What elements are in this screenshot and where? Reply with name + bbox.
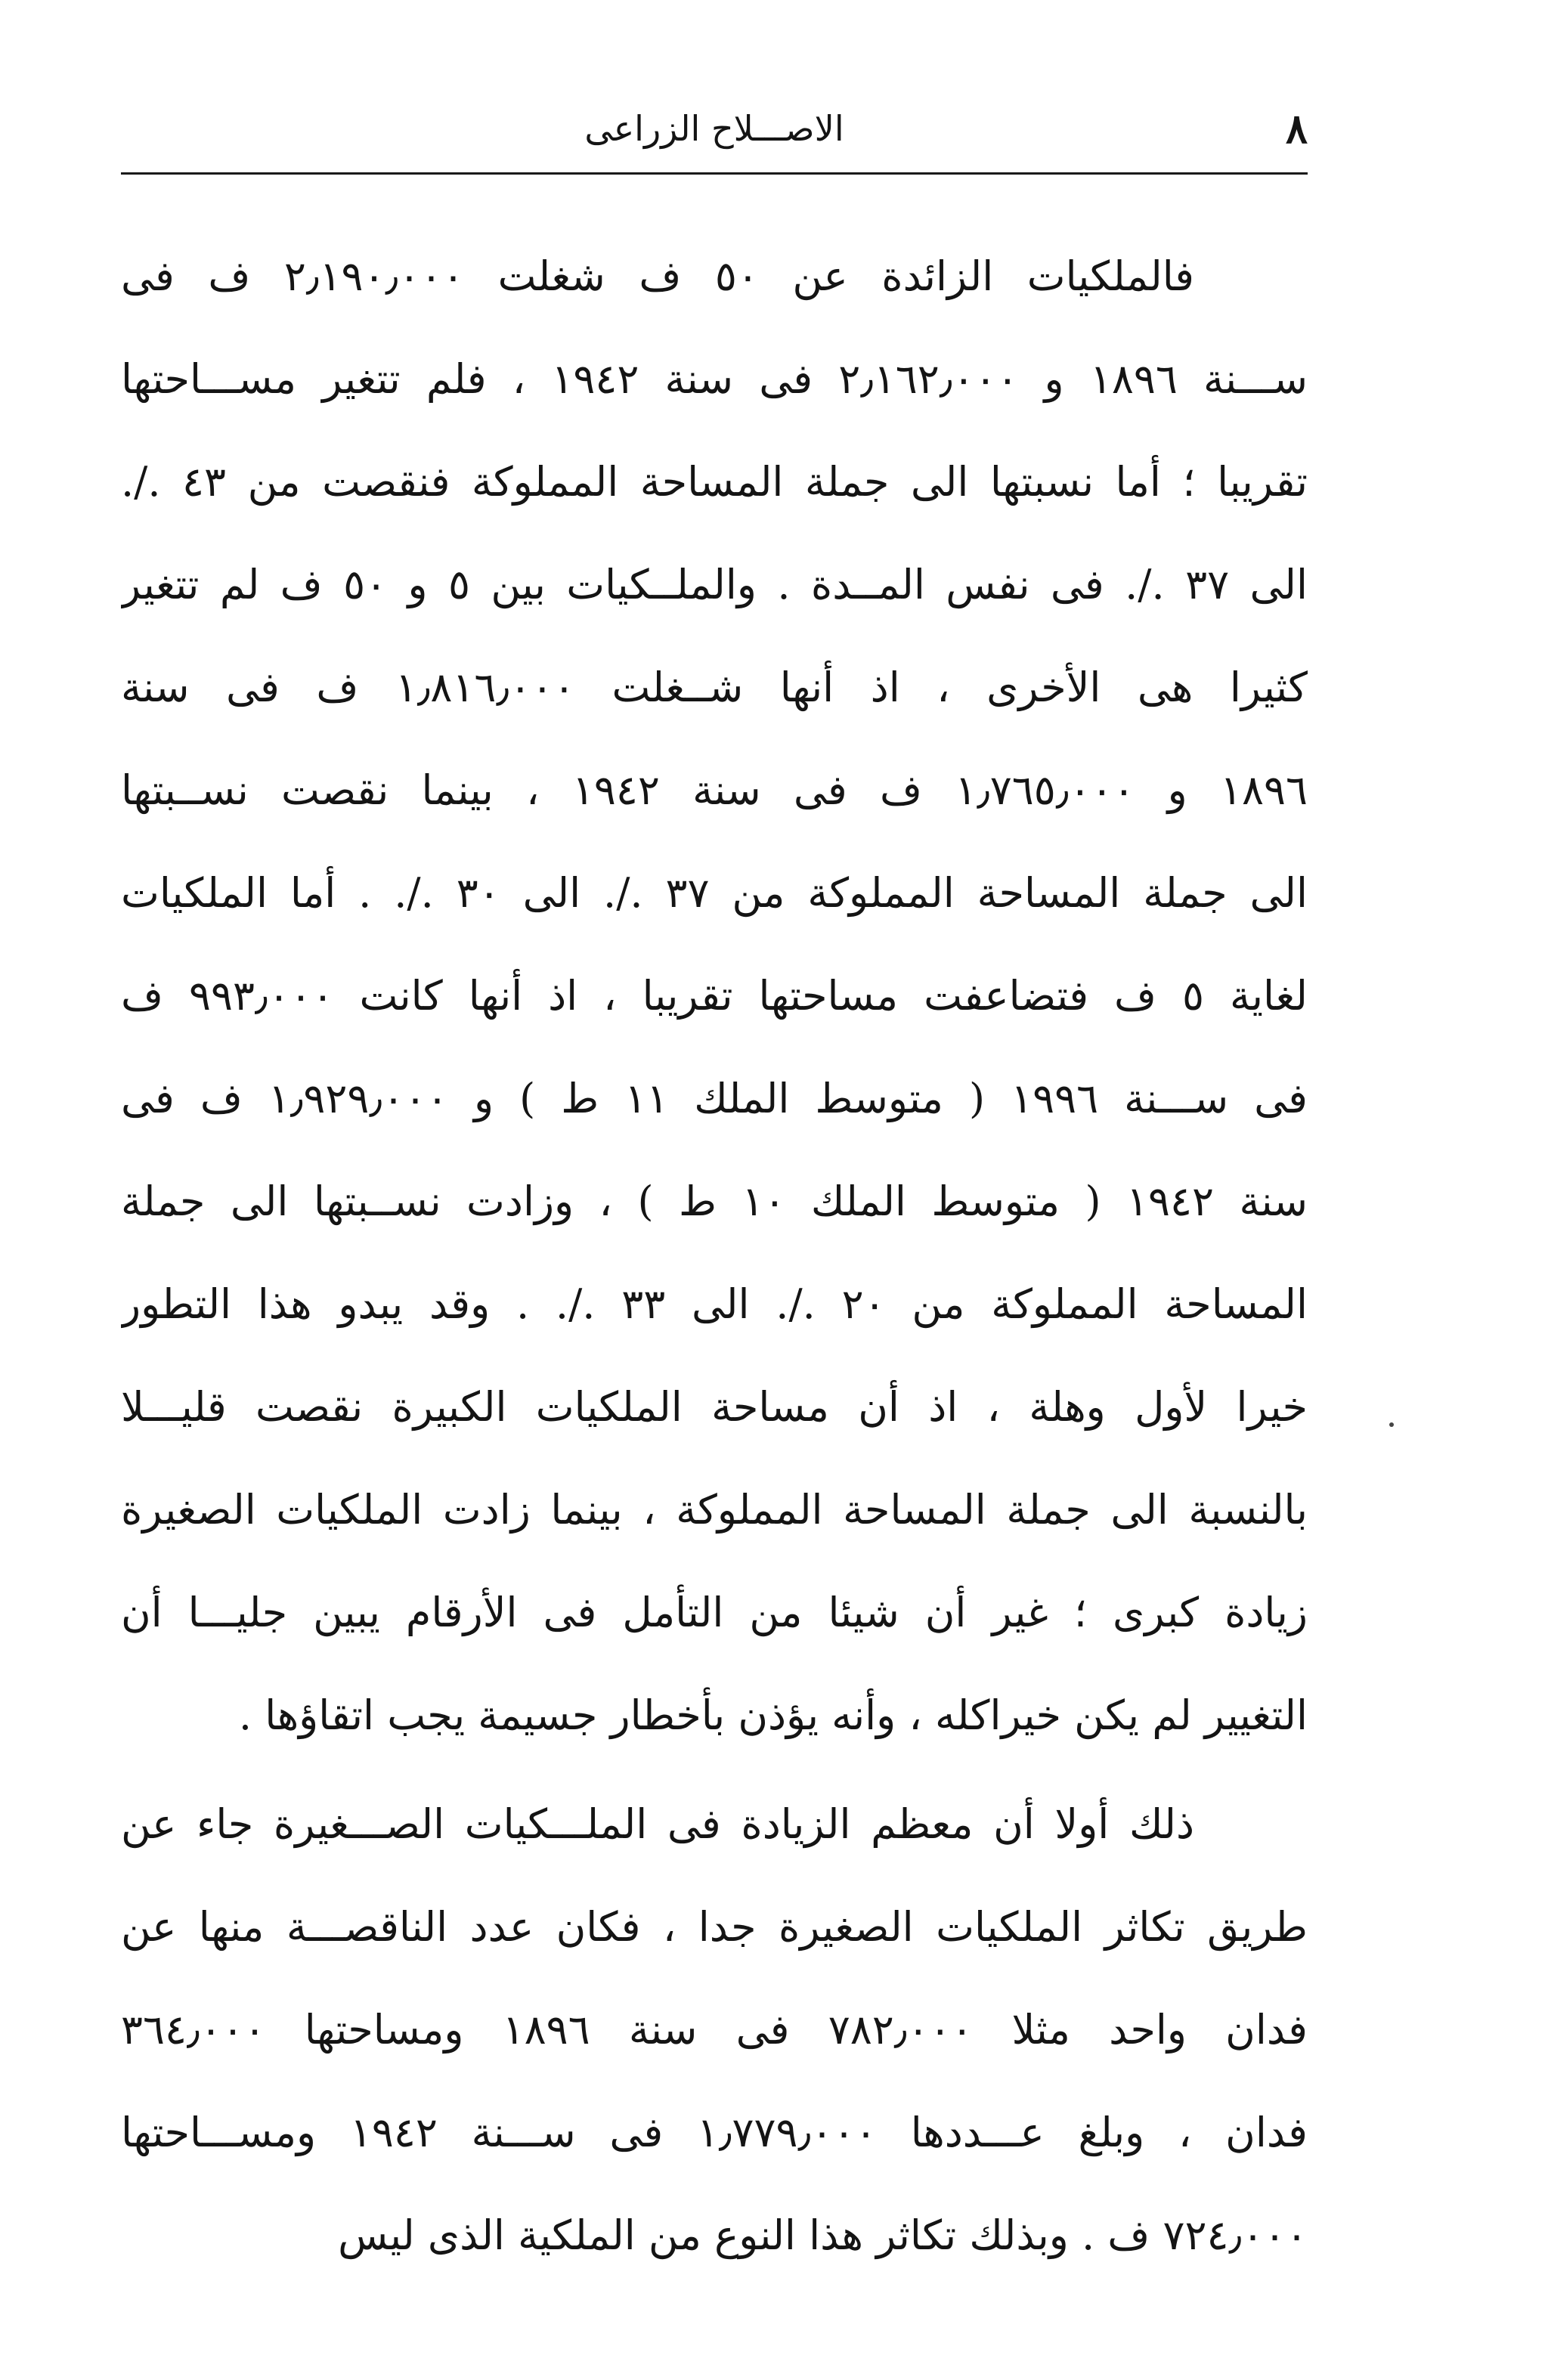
text-line: زيادة كبرى ؛ غير أن شيئا من التأمل فى الأرقام يبين جليـــا أن [121, 1589, 1308, 1636]
text-line: فالملكيات الزائدة عن ٥٠ ف شغلت ٢٫١٩٠٫٠٠٠ ف فى [121, 252, 1194, 300]
text-line: خيرا لأول وهلة ، اذ أن مساحة الملكيات الكبيرة نقصت قليـــلا [121, 1383, 1308, 1431]
text-line: التغيير لم يكن خيراكله ، وأنه يؤذن بأخطار جسيمة يجب اتقاؤها . [238, 1691, 1308, 1739]
paragraph-2 [121, 1773, 1308, 2287]
text-line: تقريبا ؛ أما نسبتها الى جملة المساحة المملوكة فنقصت من ٤٣ ./. [121, 458, 1308, 506]
text-line: الى جملة المساحة المملوكة من ٣٧ ./. الى ٣٠ ./. . أما الملكيات [121, 869, 1308, 917]
text-line: طريق تكاثر الملكيات الصغيرة جدا ، فكان عدد الناقصـــة منها عن [121, 1903, 1308, 1951]
book-page [121, 0, 1308, 2380]
text-line: سنة ١٩٤٢ ( متوسط الملك ١٠ ط ) ، وزادت نســبتها الى جملة [121, 1178, 1308, 1225]
text-line: فدان ، وبلغ عـــددها ١٫٧٧٩٫٠٠٠ فى ســـنة ١٩٤٢ ومســـاحتها [121, 2109, 1308, 2156]
text-line: ٧٢٤٫٠٠٠ ف . وبذلك تكاثر هذا النوع من الملكية الذى ليس [338, 2211, 1308, 2259]
running-title: الاصـــلاح الزراعى [584, 108, 844, 149]
page-number: ٨ [1285, 104, 1308, 153]
text-line: ذلك أولا أن معظم الزيادة فى الملـــكيات الصـــغيرة جاء عن [121, 1800, 1194, 1848]
page-header [121, 98, 1308, 159]
text-line: ١٨٩٦ و ١٫٧٦٥٫٠٠٠ ف فى سنة ١٩٤٢ ، بينما نقصت نســبتها [121, 766, 1308, 814]
text-line: الى ٣٧ ./. فى نفس المــدة . والملــكيات بين ٥ و ٥٠ ف لم تتغير [121, 561, 1308, 608]
body-text [121, 225, 1308, 2287]
scan-speck [1389, 1422, 1394, 1427]
paragraph-gap [121, 1767, 1308, 1773]
text-line: المساحة المملوكة من ٢٠ ./. الى ٣٣ ./. . وقد يبدو هذا التطور [121, 1280, 1308, 1328]
text-line: فى ســـنة ١٩٩٦ ( متوسط الملك ١١ ط ) و ١٫٩٢٩٫٠٠٠ ف فى [121, 1075, 1308, 1122]
text-line: ســـنة ١٨٩٦ و ٢٫١٦٢٫٠٠٠ فى سنة ١٩٤٢ ، فلم تتغير مســـاحتها [121, 355, 1308, 403]
text-line: فدان واحد مثلا ٧٨٢٫٠٠٠ فى سنة ١٨٩٦ ومساحتها ٣٦٤٫٠٠٠ [121, 2006, 1308, 2053]
header-rule [121, 172, 1308, 175]
text-line: لغاية ٥ ف فتضاعفت مساحتها تقريبا ، اذ أنها كانت ٩٩٣٫٠٠٠ ف [121, 972, 1308, 1020]
paragraph-1 [121, 225, 1308, 1767]
text-line: بالنسبة الى جملة المساحة المملوكة ، بينما زادت الملكيات الصغيرة [121, 1486, 1308, 1534]
text-line: كثيرا هى الأخرى ، اذ أنها شــغلت ١٫٨١٦٫٠٠٠ ف فى سنة [121, 664, 1308, 711]
